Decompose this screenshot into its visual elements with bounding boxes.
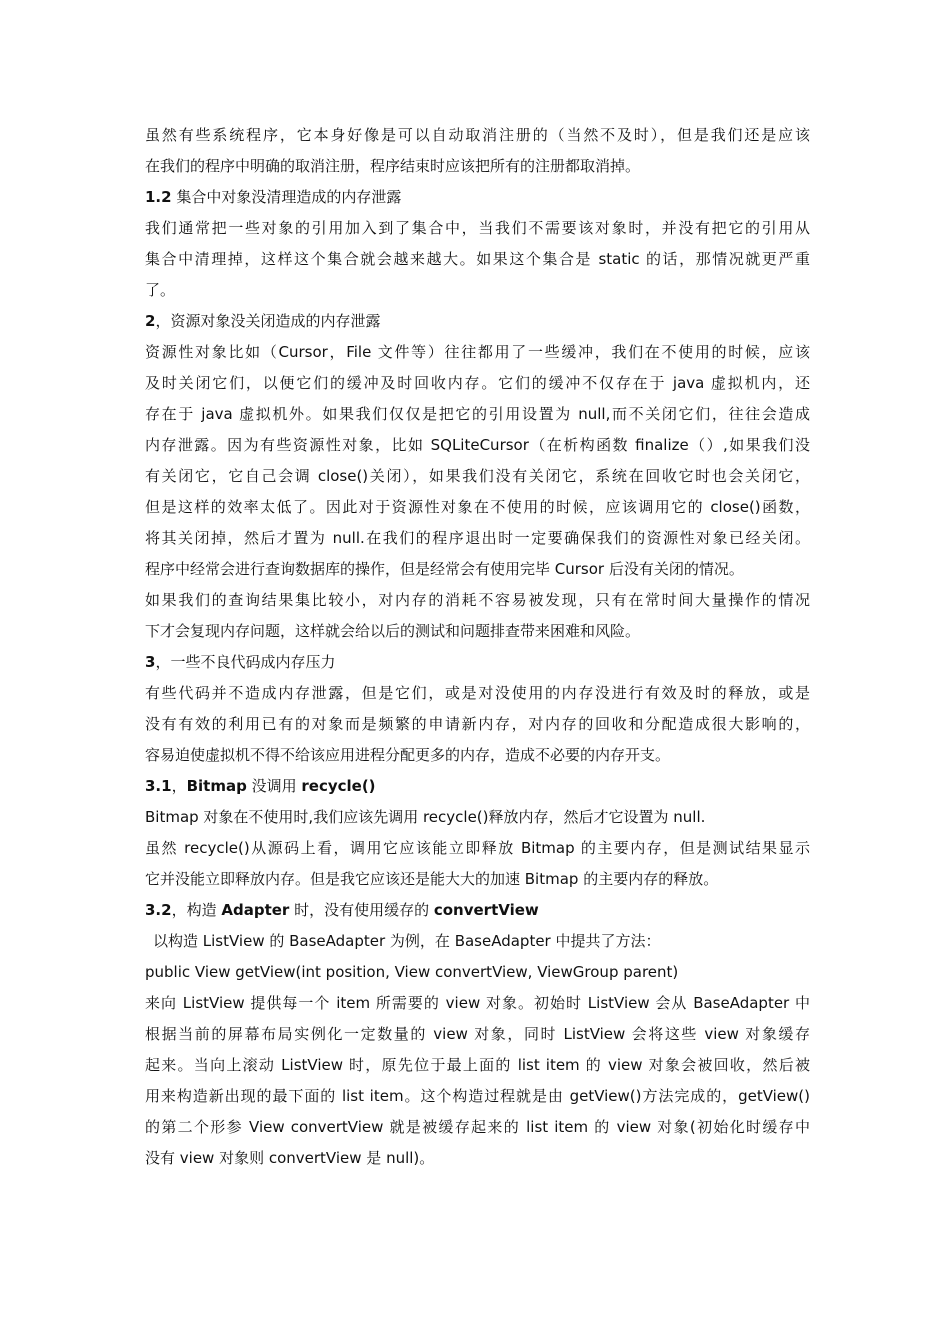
text-line <box>145 585 810 616</box>
text-line <box>145 120 810 151</box>
text-line <box>145 430 810 461</box>
text-run: 有关闭它，它自己会调 close()关闭），如果我们没有关闭它，系统在回收它时也会关闭它， <box>145 467 810 485</box>
text-run: ，一些不良代码成内存压力 <box>155 653 336 671</box>
text-line <box>145 1112 810 1143</box>
text-run: 我们通常把一些对象的引用加入到了集合中，当我们不需要该对象时，并没有把它的引用从 <box>145 219 810 237</box>
text-run: 资源性对象比如（Cursor，File 文件等）往往都用了一些缓冲，我们在不使用的时候，应该 <box>145 343 810 361</box>
text-run: 有些代码并不造成内存泄露，但是它们，或是对没使用的内存没进行有效及时的释放，或是 <box>145 684 810 702</box>
text-line <box>145 802 810 833</box>
bold-text: 3.1 <box>145 777 172 795</box>
bold-text: Adapter <box>221 901 290 919</box>
bold-text: 3.2 <box>145 901 172 919</box>
text-run: 根据当前的屏幕布局实例化一定数量的 view 对象，同时 ListView 会将这些 view 对象缓存 <box>145 1025 810 1043</box>
text-line <box>145 461 810 492</box>
bold-text: 3 <box>145 653 156 671</box>
text-line <box>145 957 810 988</box>
text-line <box>145 616 810 647</box>
text-line <box>145 275 810 306</box>
text-run: 集合中对象没清理造成的内存泄露 <box>171 188 402 206</box>
text-run: 没有 view 对象则 convertView 是 null)。 <box>145 1149 435 1167</box>
bold-text: Bitmap <box>186 777 247 795</box>
text-line <box>145 337 810 368</box>
text-line <box>145 182 810 213</box>
text-line <box>145 740 810 771</box>
text-run: public View getView(int position, View convertView, ViewGroup parent) <box>145 963 679 981</box>
text-run: 在我们的程序中明确的取消注册，程序结束时应该把所有的注册都取消掉。 <box>145 157 641 175</box>
text-run: 的第二个形参 View convertView 就是被缓存起来的 list item 的 view 对象(初始化时缓存中 <box>145 1118 810 1136</box>
text-run: 下才会复现内存问题，这样就会给以后的测试和问题排查带来困难和风险。 <box>145 622 641 640</box>
text-line <box>145 1081 810 1112</box>
text-line <box>145 306 810 337</box>
text-run: 将其关闭掉，然后才置为 null.在我们的程序退出时一定要确保我们的资源性对象已经关闭。 <box>145 529 810 547</box>
text-run: 时，没有使用缓存的 <box>289 901 434 919</box>
text-line <box>145 647 810 678</box>
text-line <box>145 771 810 802</box>
text-line <box>145 833 810 864</box>
text-line <box>145 709 810 740</box>
text-line <box>145 678 810 709</box>
text-run: 没有有效的利用已有的对象而是频繁的申请新内存，对内存的回收和分配造成很大影响的， <box>145 715 810 733</box>
text-run: 及时关闭它们，以便它们的缓冲及时回收内存。它们的缓冲不仅存在于 java 虚拟机内，还 <box>145 374 810 392</box>
text-run: 但是这样的效率太低了。因此对于资源性对象在不使用的时候，应该调用它的 close()函数， <box>145 498 810 516</box>
text-run: 内存泄露。因为有些资源性对象，比如 SQLiteCursor（在析构函数 finalize（）,如果我们没 <box>145 436 810 454</box>
text-line <box>145 554 810 585</box>
text-line <box>145 895 810 926</box>
text-run: 来向 ListView 提供每一个 item 所需要的 view 对象。初始时 ListView 会从 BaseAdapter 中 <box>145 994 810 1012</box>
text-run: 用来构造新出现的最下面的 list item。这个构造过程就是由 getView()方法完成的，getView() <box>145 1087 810 1105</box>
bold-text: 1.2 <box>145 188 172 206</box>
text-run: 没调用 <box>246 777 302 795</box>
text-run: 虽然 recycle()从源码上看，调用它应该能立即释放 Bitmap 的主要内存，但是测试结果显示 <box>145 839 810 857</box>
text-run: Bitmap 对象在不使用时,我们应该先调用 recycle()释放内存，然后才它设置为 null. <box>145 808 706 826</box>
bold-text: recycle() <box>301 777 376 795</box>
text-line <box>145 988 810 1019</box>
text-run: 它并没能立即释放内存。但是我它应该还是能大大的加速 Bitmap 的主要内存的释放。 <box>145 870 719 888</box>
text-line <box>145 244 810 275</box>
text-line <box>145 523 810 554</box>
text-run: 了。 <box>145 281 176 299</box>
text-line <box>145 864 810 895</box>
text-run: ， <box>171 777 187 795</box>
text-run: 以构造 ListView 的 BaseAdapter 为例，在 BaseAdapter 中提共了方法： <box>153 932 661 950</box>
text-line <box>145 399 810 430</box>
text-line <box>145 926 810 957</box>
text-line <box>145 151 810 182</box>
text-line <box>145 213 810 244</box>
text-run: 虽然有些系统程序，它本身好像是可以自动取消注册的（当然不及时），但是我们还是应该 <box>145 126 810 144</box>
text-run: 如果我们的查询结果集比较小，对内存的消耗不容易被发现，只有在常时间大量操作的情况 <box>145 591 810 609</box>
bold-text: convertView <box>433 901 539 919</box>
text-run: ，构造 <box>171 901 222 919</box>
text-line <box>145 1019 810 1050</box>
document-body <box>145 120 810 1174</box>
text-run: ，资源对象没关闭造成的内存泄露 <box>155 312 381 330</box>
text-line <box>145 1050 810 1081</box>
text-line <box>145 368 810 399</box>
text-line <box>145 1143 810 1174</box>
text-run: 起来。当向上滚动 ListView 时，原先位于最上面的 list item 的 view 对象会被回收，然后被 <box>145 1056 810 1074</box>
text-run: 容易迫使虚拟机不得不给该应用进程分配更多的内存，造成不必要的内存开支。 <box>145 746 671 764</box>
text-run: 集合中清理掉，这样这个集合就会越来越大。如果这个集合是 static 的话，那情况就更严重 <box>145 250 810 268</box>
text-run: 存在于 java 虚拟机外。如果我们仅仅是把它的引用设置为 null,而不关闭它们，往往会造成 <box>145 405 810 423</box>
text-run: 程序中经常会进行查询数据库的操作，但是经常会有使用完毕 Cursor 后没有关闭的情况。 <box>145 560 744 578</box>
bold-text: 2 <box>145 312 156 330</box>
text-line <box>145 492 810 523</box>
